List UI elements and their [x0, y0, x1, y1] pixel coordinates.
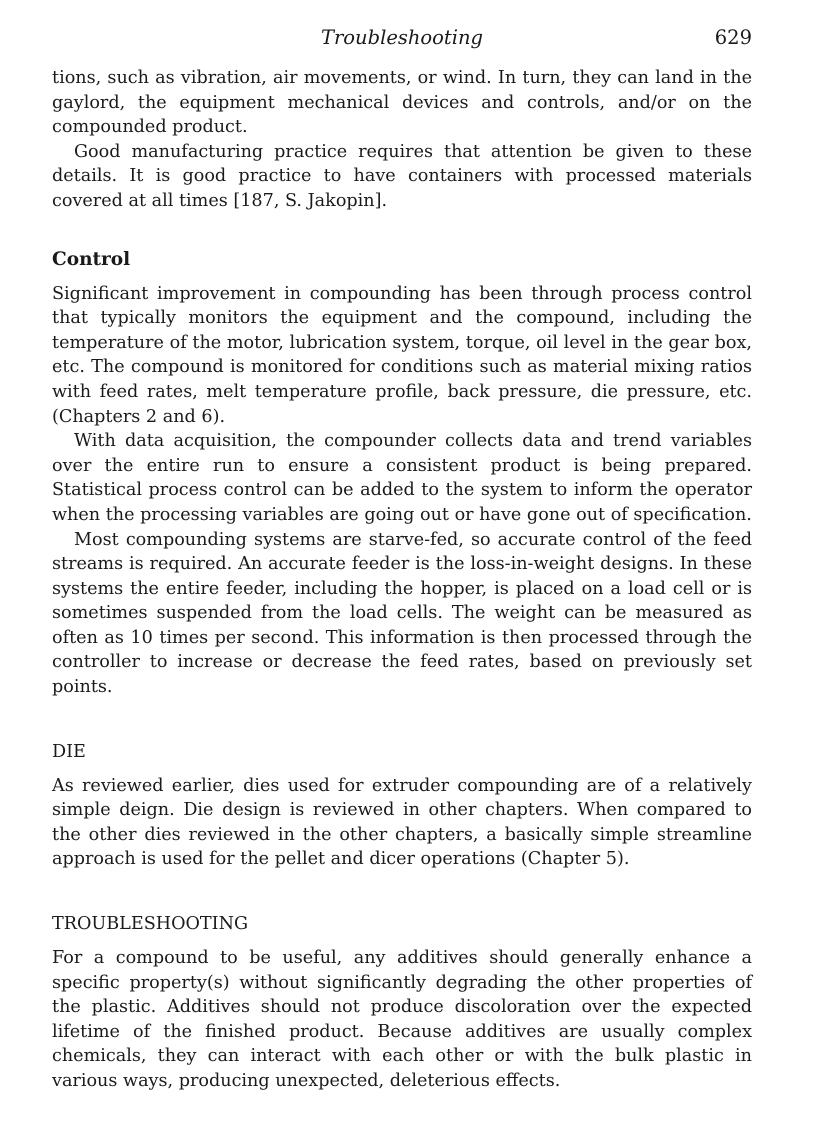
- control-paragraph-2: With data acquisition, the compounder collects data and trend variables over the entire run to ensure a consistent product is being prepared. Statistical process control can be added to the system to inform the operator when the processing variables are going out or have gone out of specification.: [52, 431, 752, 525]
- page-number: 629: [714, 26, 752, 49]
- troubleshooting-paragraph-1: For a compound to be useful, any additives should generally enhance a specific property(s) without significantly degrading the other properties of the plastic. Additives should not produce discoloration over the expected lifetime of the finished product. Because additives are usually complex chemicals, they can interact with each other or with the bulk plastic in various ways, producing unexpected, deleterious effects.: [52, 948, 752, 1091]
- intro-paragraph-2: Good manufacturing practice requires that attention be given to these details. It is good practice to have containers with processed materials covered at all times [187, S. Jakopin].: [52, 141, 752, 211]
- section-heading-die: DIE: [52, 741, 86, 762]
- die-paragraph-1: As reviewed earlier, dies used for extruder compounding are of a relatively simple deign. Die design is reviewed in other chapters. When compared to the other dies reviewed in the other chapters, a basically simple streamline approach is used for the pellet and dicer operations (Chapter 5).: [52, 775, 752, 870]
- control-paragraph-3: Most compounding systems are starve-fed, so accurate control of the feed streams is required. An accurate feeder is the loss-in-weight designs. In these systems the entire feeder, including the hopper, is placed on a load cell or is sometimes suspended from the load cells. The weight can be measured as often as 10 times per second. This information is then processed through the controller to increase or decrease the feed rates, based on previously set points.: [52, 529, 752, 698]
- running-title: Troubleshooting: [320, 26, 484, 49]
- control-paragraph-1: Significant improvement in compounding has been through process control that typically monitors the equipment and the compound, including the temperature of the motor, lubrication system, torque, oil level in the gear box, etc. The compound is monitored for conditions such as material mixing ratios with feed rates, melt temperature profile, back pressure, die pressure, etc. (Chapters 2 and 6).: [52, 283, 752, 427]
- intro-paragraph-1: tions, such as vibration, air movements, or wind. In turn, they can land in the gaylord, the equipment mechanical devices and controls, and/or on the compounded product.: [52, 68, 752, 138]
- section-heading-control: Control: [52, 248, 131, 270]
- page-header: [52, 26, 752, 52]
- page-body: [52, 66, 752, 1094]
- section-heading-troubleshooting: TROUBLESHOOTING: [52, 914, 249, 935]
